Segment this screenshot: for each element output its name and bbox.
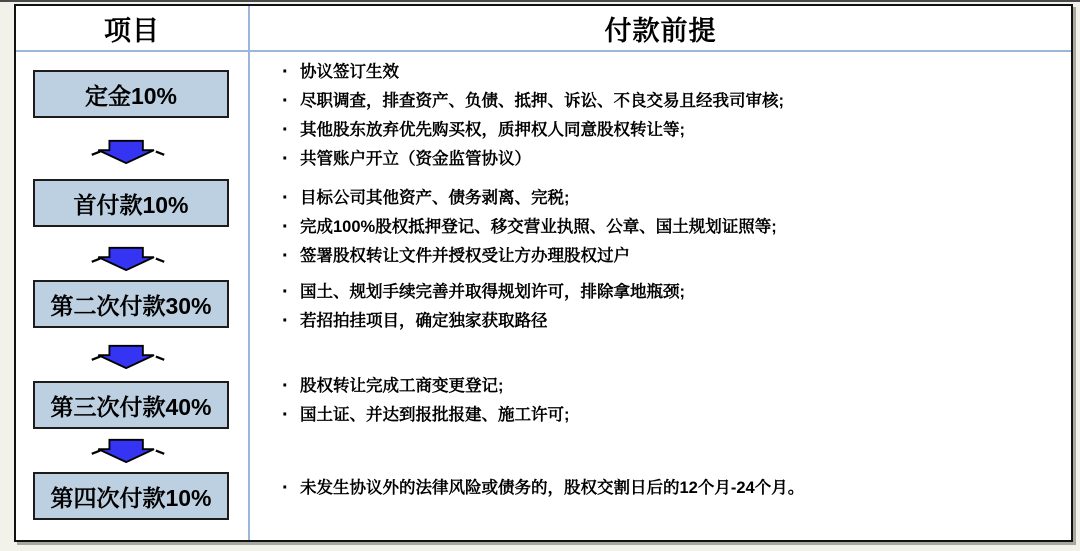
condition-text: 股权转让完成工商变更登记; [300, 377, 504, 395]
condition-item [282, 145, 1057, 174]
bullet-icon: · [282, 404, 289, 426]
condition-item [282, 213, 1057, 242]
bullet-icon: · [282, 375, 289, 397]
down-arrow-icon [86, 139, 170, 165]
conditions-group-second-payment [282, 278, 1057, 336]
bullet-icon: · [282, 310, 289, 332]
stage-box-third-payment [33, 381, 229, 429]
header-underline [16, 50, 1071, 52]
conditions-group-deposit [282, 58, 1057, 174]
condition-text: 若招拍挂项目，确定独家获取路径 [300, 312, 548, 330]
bullet-icon: · [282, 90, 289, 112]
condition-text: 未发生协议外的法律风险或债务的，股权交割日后的12个月-24个月。 [300, 479, 805, 497]
bullet-icon: · [282, 245, 289, 267]
condition-text: 协议签订生效 [300, 63, 399, 81]
condition-text: 签署股权转让文件并授权受让方办理股权过户 [300, 247, 630, 265]
condition-item [282, 372, 1057, 401]
condition-item [282, 116, 1057, 145]
bullet-icon: · [282, 477, 289, 499]
condition-text: 国土、规划手续完善并取得规划许可，排除拿地瓶颈; [300, 283, 685, 301]
stage-box-second-payment [33, 280, 229, 328]
stage-box-fourth-payment [33, 472, 229, 520]
bullet-icon: · [282, 148, 289, 170]
stage-label: 定金10% [84, 82, 178, 109]
condition-text: 共管账户开立（资金监管协议） [300, 150, 531, 168]
stage-label: 第四次付款10% [50, 484, 212, 511]
bullet-icon: · [282, 119, 289, 141]
condition-item [282, 184, 1057, 213]
condition-item [282, 474, 1057, 503]
down-arrow-icon [86, 246, 170, 272]
condition-item [282, 58, 1057, 87]
condition-item [282, 307, 1057, 336]
condition-item [282, 242, 1057, 271]
bullet-icon: · [282, 281, 289, 303]
condition-text: 其他股东放弃优先购买权，质押权人同意股权转让等; [300, 121, 685, 139]
column-divider-line [248, 6, 250, 540]
stage-label: 首付款10% [73, 191, 189, 218]
bullet-icon: · [282, 216, 289, 238]
condition-text: 完成100%股权抵押登记、移交营业执照、公章、国土规划证照等; [300, 218, 777, 236]
condition-text: 目标公司其他资产、债务剥离、完税; [300, 189, 570, 207]
stage-label: 第二次付款30% [50, 292, 212, 319]
condition-item [282, 401, 1057, 430]
down-arrow-icon [86, 438, 170, 464]
top-edge-line [0, 0, 1080, 2]
condition-text: 国土证、并达到报批报建、施工许可; [300, 406, 570, 424]
conditions-group-fourth-payment [282, 474, 1057, 503]
bullet-icon: · [282, 61, 289, 83]
stage-label: 第三次付款40% [50, 393, 212, 420]
stage-box-deposit [33, 70, 229, 118]
column-header-project: 项目 [104, 15, 160, 46]
condition-text: 尽职调查，排查资产、负债、抵押、诉讼、不良交易且经我司审核; [300, 92, 784, 110]
down-arrow-icon [86, 344, 170, 370]
conditions-group-third-payment [282, 372, 1057, 430]
payment-schedule-table [14, 4, 1073, 542]
column-header-precondition: 付款前提 [604, 15, 717, 46]
conditions-group-first-payment [282, 184, 1057, 271]
bullet-icon: · [282, 187, 289, 209]
condition-item [282, 278, 1057, 307]
stage-box-first-payment [33, 179, 229, 227]
condition-item [282, 87, 1057, 116]
